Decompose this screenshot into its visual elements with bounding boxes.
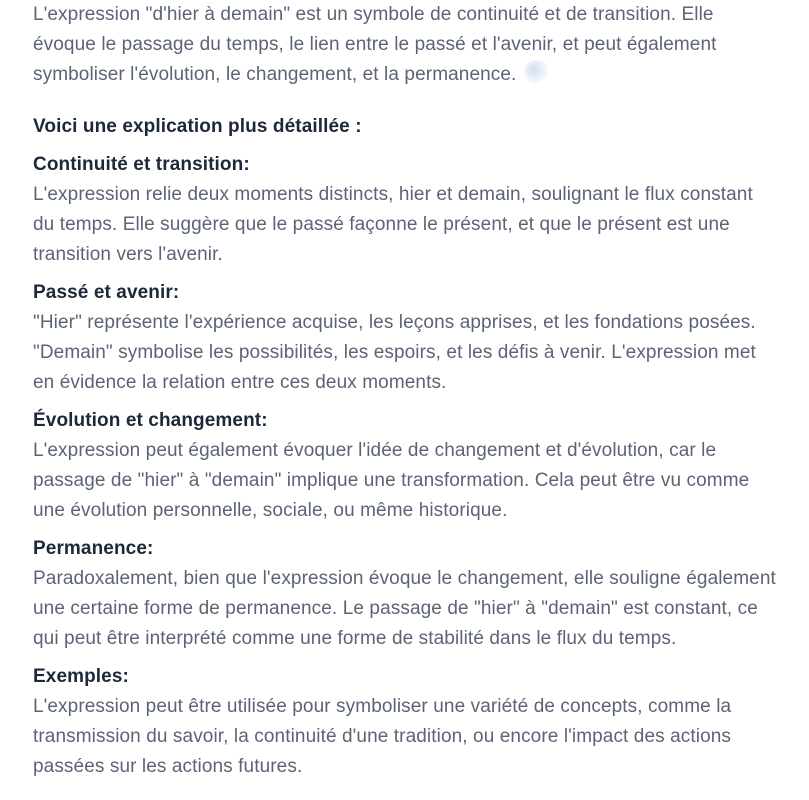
section-body: "Hier" représente l'expérience acquise, les leçons apprises, et les fondations posées. "Demain" symbolise les possibilités, les espoirs, et les défis à venir. L'expression met en évidence la relation entre ces deux moments. (33, 312, 756, 393)
section-evolution (33, 406, 777, 526)
section-continuite (33, 150, 777, 270)
section-body: L'expression relie deux moments distincts, hier et demain, soulignant le flux constant du temps. Elle suggère que le passé façonne le présent, et que le présent est une transition vers l'avenir. (33, 184, 753, 265)
section-body: Paradoxalement, bien que l'expression évoque le changement, elle souligne également une certaine forme de permanence. Le passage de "hier" à "demain" est constant, ce qui peut être interprété comme une forme de stabilité dans le flux du temps. (33, 568, 776, 649)
section-heading: Continuité et transition: (33, 154, 250, 175)
section-body: L'expression peut être utilisée pour symboliser une variété de concepts, comme la transmission du savoir, la continuité d'une tradition, ou encore l'impact des actions passées sur les actions futures. (33, 696, 732, 777)
section-heading: Passé et avenir: (33, 282, 180, 303)
intro-paragraph (33, 0, 777, 90)
section-exemples (33, 662, 777, 782)
section-heading: Permanence: (33, 538, 154, 559)
section-heading: Exemples: (33, 666, 129, 687)
intro-text: L'expression "d'hier à demain" est un symbole de continuité et de transition. Elle évoque le passage du temps, le lien entre le passé et l'avenir, et peut également symboliser l'évolution, le changement, et la permanence. (33, 4, 717, 85)
section-body: L'expression peut également évoquer l'idée de changement et d'évolution, car le passage de "hier" à "demain" implique une transformation. Cela peut être vu comme une évolution personnelle, sociale, ou même historique. (33, 440, 750, 521)
subtitle-heading: Voici une explication plus détaillée : (33, 116, 362, 137)
section-heading: Évolution et changement: (33, 410, 268, 431)
section-permanence (33, 534, 777, 654)
section-passe-avenir (33, 278, 777, 398)
sparkle-icon (524, 60, 550, 84)
